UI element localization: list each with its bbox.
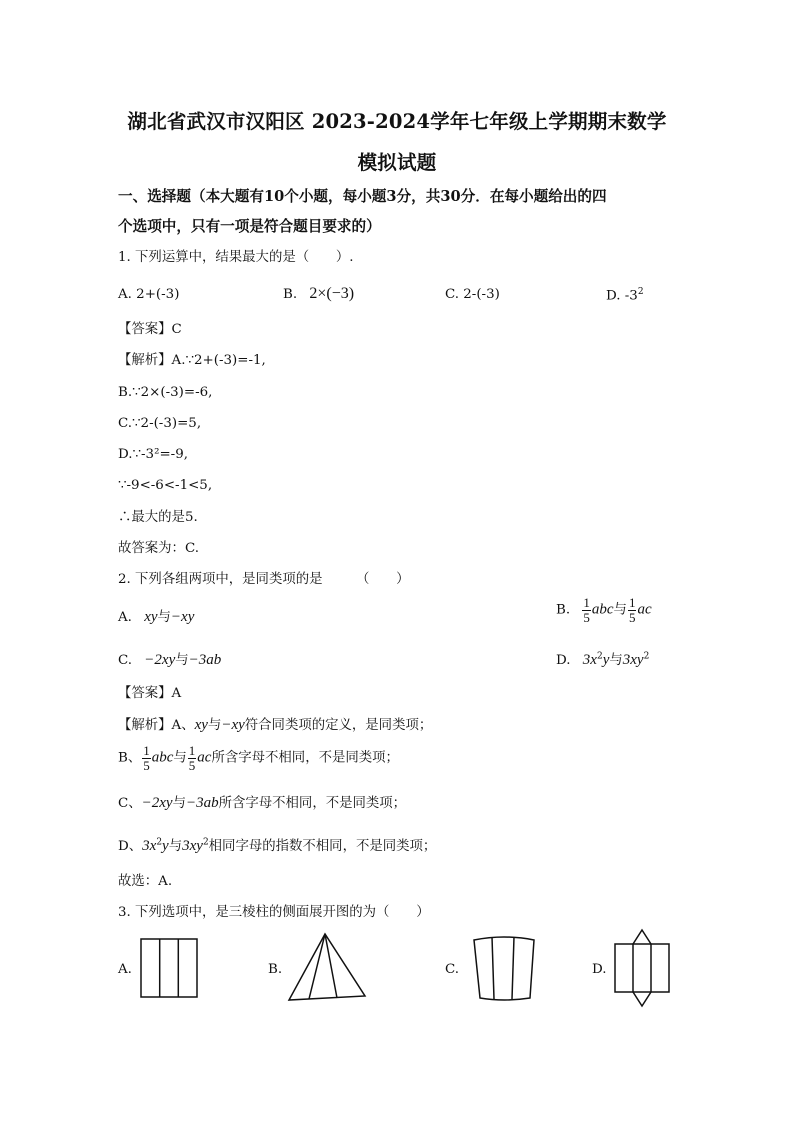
document-title-line1: 湖北省武汉市汉阳区 2023-2024学年七年级上学期期末数学 [127, 110, 667, 133]
math-term: −2xy [144, 652, 176, 668]
q2-answer: 【答案】A [118, 686, 182, 701]
q3-figure-d [612, 928, 672, 1008]
math-connector: 与 [172, 796, 186, 811]
fraction-denominator: 5 [628, 609, 636, 625]
explain-prefix: B、 [118, 750, 142, 766]
section-heading-line1: 一、选择题（本大题有10个小题，每小题3分，共30分．在每小题给出的四 [118, 188, 607, 205]
fraction-denominator: 5 [188, 757, 196, 773]
q3-option-b-label: B. [268, 962, 283, 977]
math-term: 3xy [622, 652, 644, 668]
figure-top-triangle [633, 930, 651, 944]
math-connector: 与 [613, 602, 627, 618]
explain-prefix: D、 [118, 839, 143, 854]
q1-option-d-label: D. -3 [606, 288, 638, 304]
math-connector: 与 [173, 750, 187, 766]
q2-option-c-label: C. [118, 653, 133, 668]
q1-option-b [283, 285, 354, 303]
q2-option-b [556, 596, 652, 624]
q1-analysis-line: C.∵2-(-3)=5, [118, 416, 202, 431]
q1-option-b-label: B. [283, 287, 298, 302]
math-connector: 与 [175, 653, 189, 668]
q2-option-a [118, 606, 194, 626]
figure-outline [474, 937, 534, 1000]
math-term: −xy [221, 717, 245, 733]
q1-stem: 1. 下列运算中，结果最大的是（ ）. [118, 250, 354, 265]
math-term: −xy [170, 609, 195, 625]
figure-fold-line [492, 937, 494, 999]
math-connector: 与 [207, 718, 222, 733]
exponent: 2 [202, 837, 209, 848]
q1-analysis-line: ∵-9<-6<-1<5, [118, 478, 213, 493]
q3-stem: 3. 下列选项中，是三棱柱的侧面展开图的为（ ） [118, 905, 430, 920]
math-connector: 与 [157, 610, 171, 625]
exponent: 2 [156, 837, 163, 848]
q2-explain-c [118, 794, 406, 812]
q2-option-c [118, 649, 221, 669]
math-term: −2xy [141, 795, 173, 811]
q2-option-b-label: B. [556, 602, 571, 618]
explain-suffix: 相同字母的指数不相同，不是同类项； [208, 839, 437, 854]
section-heading-line2: 个选项中，只有一项是符合题目要求的） [118, 218, 381, 235]
explain-suffix: 所含字母不相同，不是同类项； [218, 796, 407, 811]
q1-analysis-line: 故答案为：C. [118, 541, 199, 556]
math-term: y [162, 838, 169, 854]
q1-option-d-sup: 2 [637, 287, 644, 297]
math-term: −3ab [185, 795, 219, 811]
math-connector: 与 [168, 839, 183, 854]
q3-figure-b [287, 932, 367, 1002]
math-term: 3x [582, 652, 597, 668]
fraction-numerator: 1 [143, 743, 150, 758]
q1-option-b-expr: 2×(−3) [309, 285, 355, 302]
q1-answer: 【答案】C [118, 322, 182, 337]
math-connector: 与 [609, 653, 623, 668]
figure-fold-line [512, 937, 514, 999]
math-term: abc [151, 749, 174, 766]
q2-option-d-label: D. [556, 653, 571, 668]
figure-outline [141, 939, 197, 997]
math-term: ac [197, 749, 212, 766]
q3-figure-c [470, 932, 540, 1002]
math-term: −3ab [188, 652, 222, 668]
q2-explain-d [118, 837, 436, 855]
figure-outline [615, 944, 669, 992]
q1-option-d [606, 287, 644, 303]
fraction-numerator: 1 [628, 595, 636, 610]
explain-prefix: 【解析】A、 [118, 718, 195, 733]
q2-option-d [556, 649, 649, 669]
math-term: xy [194, 717, 208, 733]
q1-analysis-line: 【解析】A.∵2+(-3)=-1, [118, 353, 266, 368]
fraction-denominator: 5 [143, 757, 150, 773]
q1-analysis-line: B.∵2×(-3)=-6, [118, 385, 213, 400]
q2-option-a-label: A. [118, 610, 132, 625]
exponent: 2 [596, 651, 603, 662]
explain-suffix: 所含字母不相同，不是同类项； [211, 750, 399, 766]
q2-stem: 2. 下列各组两项中，是同类项的是 （ ） [118, 572, 410, 587]
q3-option-c-label: C. [445, 962, 460, 977]
math-term: 3xy [182, 838, 203, 854]
fraction-one-fifth [142, 744, 151, 772]
q1-option-c: C. 2-(-3) [445, 287, 500, 302]
math-term: 3x [142, 838, 157, 854]
document-title-line2: 模拟试题 [357, 151, 437, 174]
fraction-one-fifth [582, 596, 591, 624]
math-term: abc [591, 601, 614, 618]
q2-conclusion: 故选：A. [118, 874, 173, 889]
q3-option-d-label: D. [592, 962, 607, 977]
exponent: 2 [643, 651, 650, 662]
q1-analysis-line: D.∵-3²=-9, [118, 447, 188, 462]
fraction-one-fifth [628, 596, 637, 624]
q2-explain-b [118, 744, 399, 772]
explain-prefix: C、 [118, 796, 142, 811]
q2-explain-a [118, 716, 432, 734]
q3-option-a-label: A. [118, 962, 132, 977]
math-term: xy [144, 609, 158, 625]
math-term: y [602, 652, 610, 668]
fraction-numerator: 1 [583, 595, 590, 610]
q1-option-a: A. 2+(-3) [118, 287, 180, 302]
figure-bottom-triangle [633, 992, 651, 1006]
fraction-one-fifth [188, 744, 197, 772]
fraction-denominator: 5 [583, 609, 590, 625]
math-term: ac [637, 601, 652, 618]
q3-figure-a [140, 938, 200, 1000]
q1-analysis-line: ∴最大的是5. [118, 510, 198, 525]
fraction-numerator: 1 [188, 743, 196, 758]
explain-suffix: 符合同类项的定义，是同类项； [244, 718, 433, 733]
figure-fold-line [309, 934, 325, 999]
